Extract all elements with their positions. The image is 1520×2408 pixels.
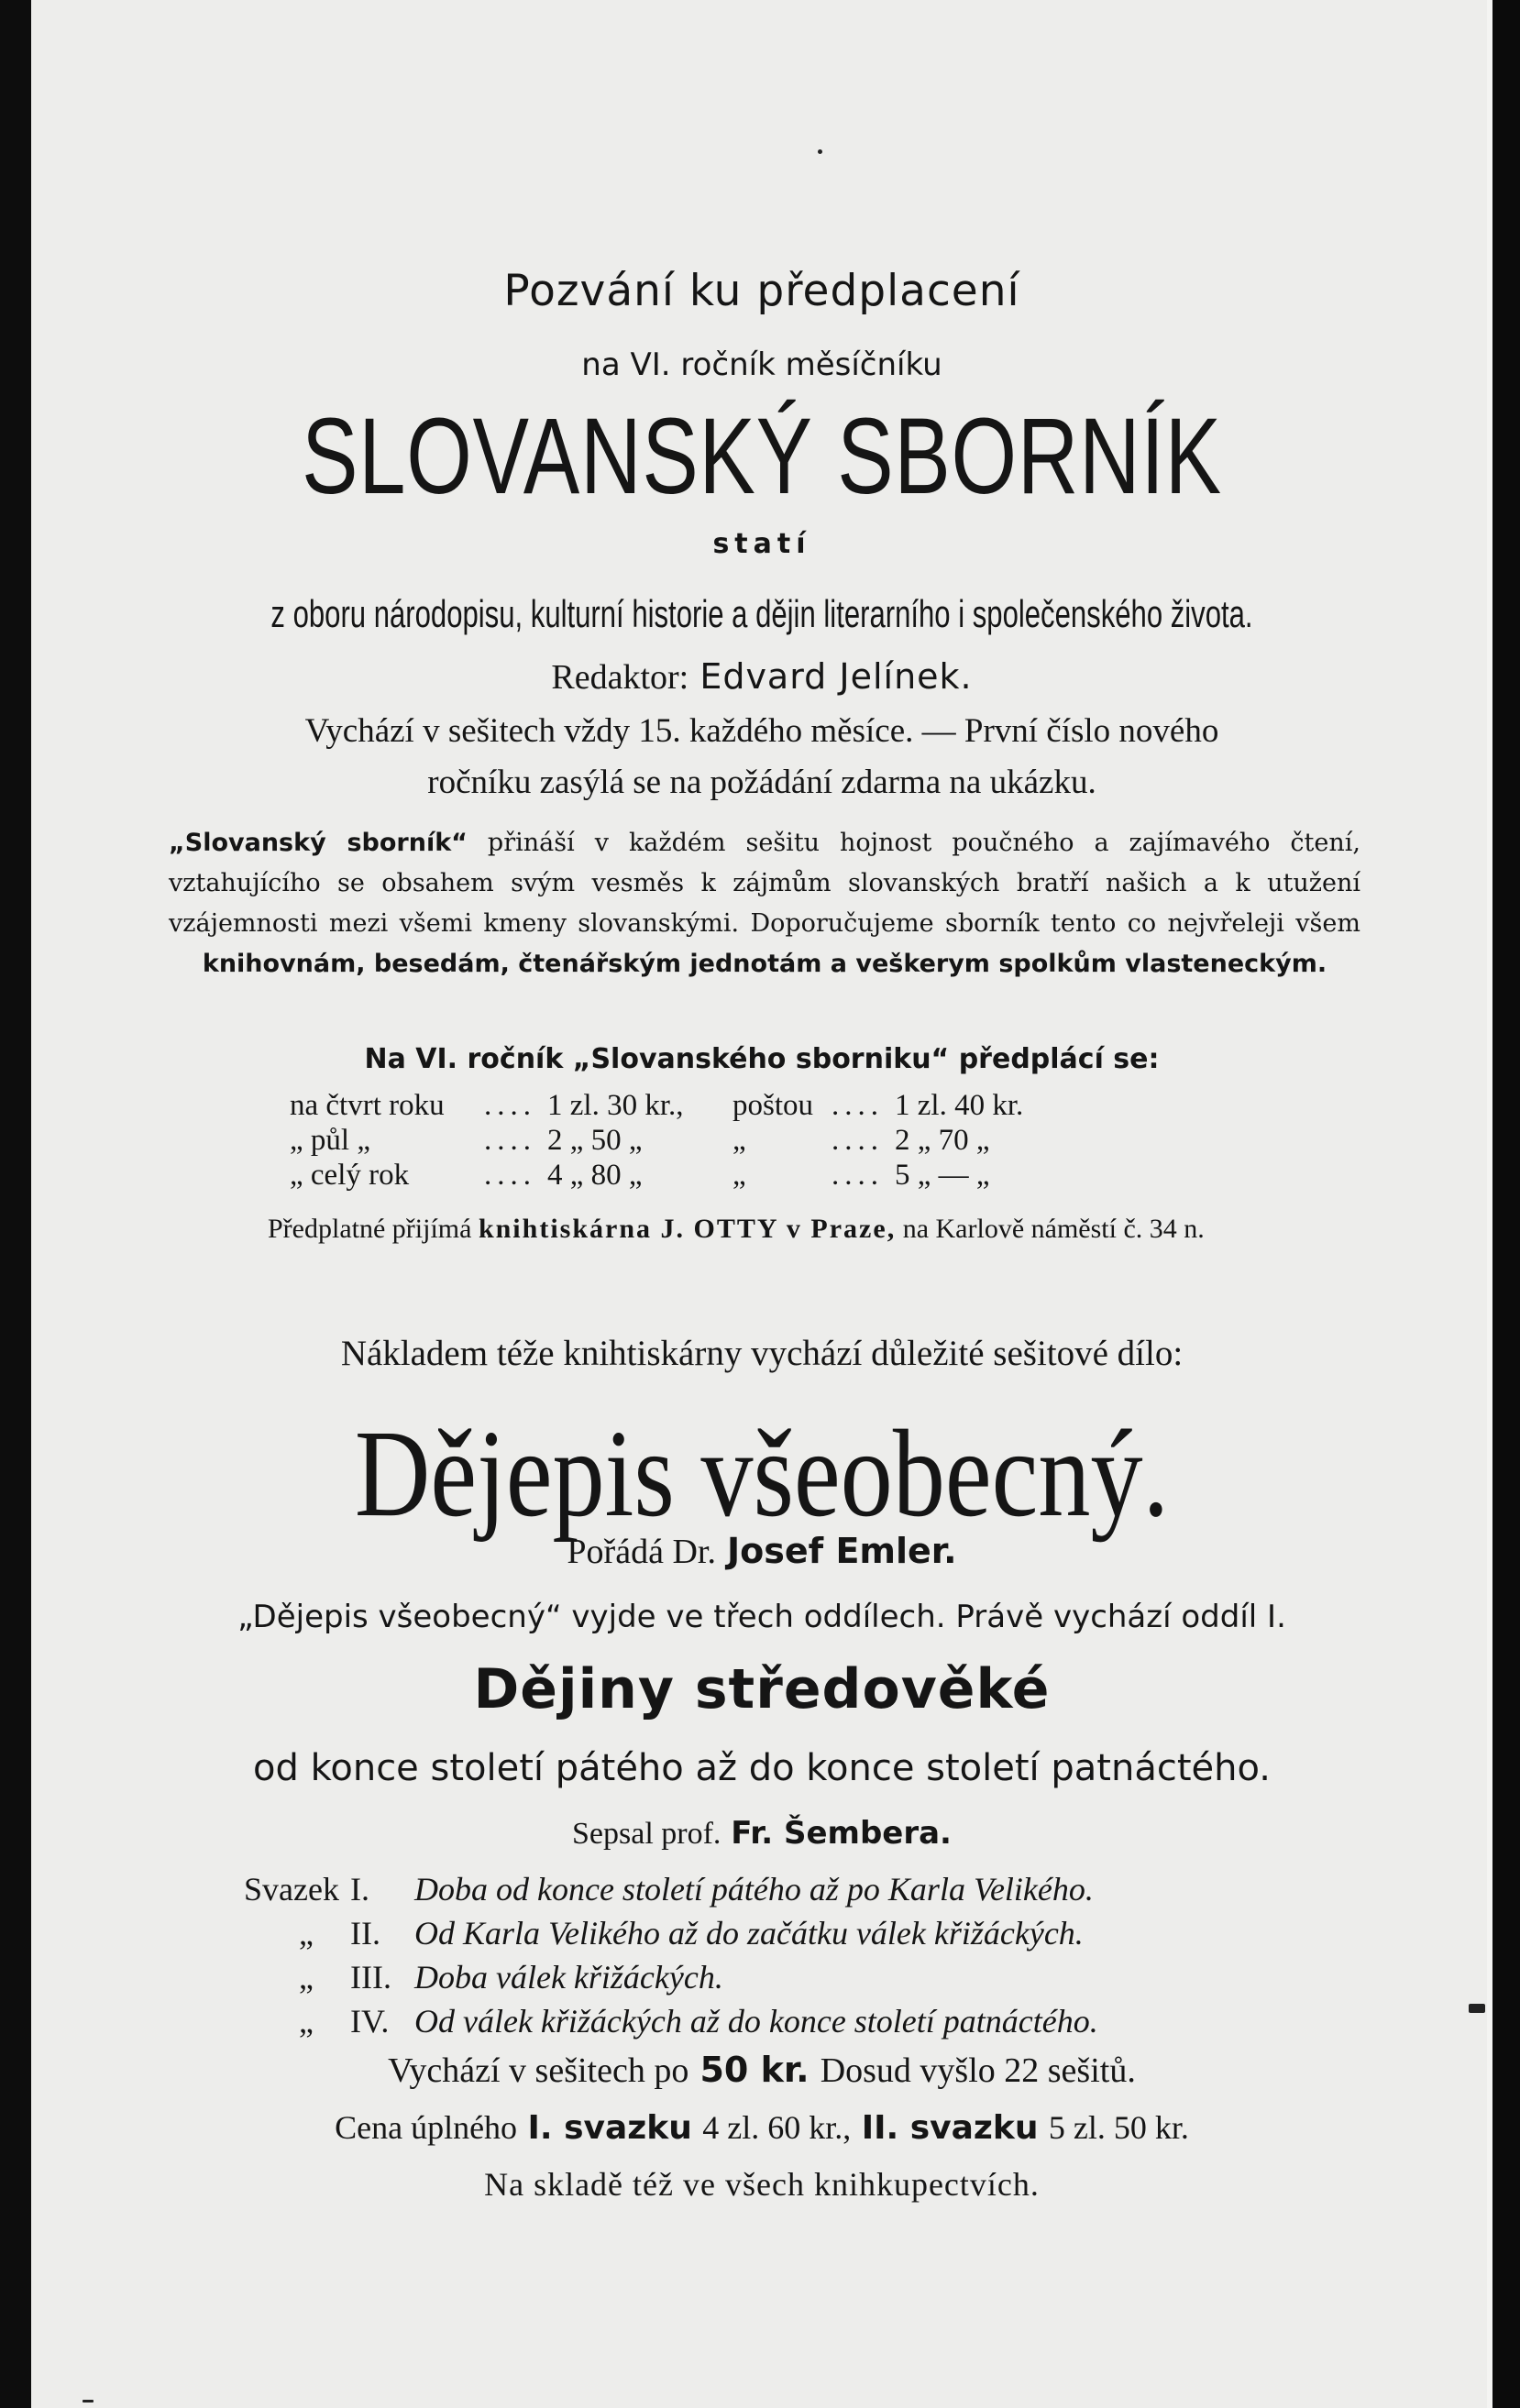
price-row xyxy=(284,1088,1029,1123)
price-post-label: „ xyxy=(732,1159,746,1192)
volume-title: Doba od konce století pátého až po Karla Velikého. xyxy=(414,1871,1094,1908)
price-local: 1 zl. 30 kr., xyxy=(547,1089,684,1122)
stock-line: Na skladě též ve všech knihkupectvích. xyxy=(484,2166,1040,2203)
intro-text: přináší v každém sešitu hojnost poučného a zajímavého čtení, vztahujícího se obsahem svým vesměs k zájmům slovanských bratří našich a k utužení vzájemnosti mezi všemi kmeny slovanskými. Doporučujeme sborník tento co nejvřeleji všem xyxy=(169,829,1360,938)
scan-speck xyxy=(818,149,822,154)
editor-name: Edvard Jelínek. xyxy=(699,656,973,697)
journal-title: SLOVANSKÝ SBORNÍK xyxy=(302,396,1222,517)
publisher-post: na Karlově náměstí č. 34 n. xyxy=(896,1214,1205,1244)
price-dots: .... xyxy=(832,1159,884,1192)
price-post-label: poštou xyxy=(732,1089,814,1122)
price-dots: .... xyxy=(832,1124,884,1157)
price-dots: .... xyxy=(484,1124,536,1157)
price-local: 2 „ 50 „ xyxy=(547,1124,643,1157)
price-period: na čtvrt roku xyxy=(290,1089,445,1122)
volume-number: II. xyxy=(350,1915,380,1952)
volume-item xyxy=(244,2002,1436,2040)
volume-mark: „ xyxy=(299,1959,314,1996)
author-line xyxy=(31,1815,1492,1852)
volume-mark: „ xyxy=(299,2003,314,2040)
author-name: Fr. Šembera. xyxy=(731,1815,952,1852)
price-period: „ půl „ xyxy=(290,1124,370,1157)
price-row xyxy=(284,1123,1029,1158)
price-post: 1 zl. 40 kr. xyxy=(895,1089,1024,1122)
volume-mark: Svazek xyxy=(244,1871,339,1908)
volume-title: Od Karla Velikého až do začátku válek křižáckých. xyxy=(414,1915,1084,1952)
price-v1-label: I. svazku xyxy=(527,2109,692,2147)
volume-number: IV. xyxy=(350,2003,390,2040)
issue-post: Dosud vyšlo 22 sešitů. xyxy=(820,2051,1136,2090)
price-dots: .... xyxy=(484,1159,536,1192)
schedule-line-1: Vychází v sešitech vždy 15. každého měsíce. — První číslo nového xyxy=(304,712,1219,750)
price-post-label: „ xyxy=(732,1124,746,1157)
volume-item xyxy=(244,1958,1436,1996)
journal-scope: z oboru národopisu, kulturní historie a dějin literarního i společenského života. xyxy=(270,592,1253,635)
author-pre: Sepsal prof. xyxy=(572,1817,721,1851)
intro-lead: „Slovanský sborník“ xyxy=(169,829,468,857)
volume-number: III. xyxy=(350,1959,391,1996)
price-row xyxy=(284,1158,1029,1193)
price-v2: 5 zl. 50 kr. xyxy=(1048,2109,1189,2146)
intro-emphasis: knihovnám, besedám, čtenářským jednotám a veškerym spolkům vlasteneckým. xyxy=(202,950,1327,978)
document-content xyxy=(31,0,1492,2408)
volume-title: Od válek křižáckých až do konce století patnáctého. xyxy=(414,2003,1098,2040)
scan-speck xyxy=(1469,2004,1485,2013)
price-local: 4 „ 80 „ xyxy=(547,1159,643,1192)
second-work-editor xyxy=(31,1531,1492,1572)
second-work-intro: Nákladem téže knihtiskárny vychází důležité sešitové dílo: xyxy=(340,1334,1184,1373)
price-post: 2 „ 70 „ xyxy=(895,1124,990,1157)
issue-price: 50 kr. xyxy=(699,2050,810,2090)
price-v2-label: II. svazku xyxy=(861,2109,1039,2147)
editor-label: Redaktor: xyxy=(551,658,689,697)
price-dots: .... xyxy=(484,1089,536,1122)
second-work-editor-pre: Pořádá Dr. xyxy=(567,1533,716,1571)
volume-number: I. xyxy=(350,1871,369,1908)
publisher-name: knihtiskárna J. OTTY v Praze, xyxy=(478,1214,897,1244)
price-table xyxy=(284,1088,1029,1193)
journal-subtitle: statí xyxy=(712,528,811,560)
publisher-pre: Předplatné přijímá xyxy=(268,1214,479,1244)
subscription-heading: Na VI. ročník „Slovanského sborniku“ předplácí se: xyxy=(364,1043,1160,1075)
price-post: 5 „ — „ xyxy=(895,1159,990,1192)
volume-title: Doba válek křižáckých. xyxy=(414,1959,723,1996)
second-work-editor-name: Josef Emler. xyxy=(727,1531,957,1571)
issue-pre: Vychází v sešitech po xyxy=(388,2051,689,2090)
section-subtitle: od konce století pátého až do konce století patnáctého. xyxy=(253,1747,1271,1789)
price-line xyxy=(31,2108,1492,2147)
price-period: „ celý rok xyxy=(290,1159,410,1192)
intro-paragraph xyxy=(169,823,1360,984)
second-work-note: „Dějepis všeobecný“ vyjde ve třech oddílech. Právě vychází oddíl I. xyxy=(237,1599,1286,1635)
price-dots: .... xyxy=(832,1089,884,1122)
volume-line: na VI. ročník měsíčníku xyxy=(581,346,942,383)
second-work-title: Dějepis všeobecný. xyxy=(354,1405,1170,1543)
page-edge-dark xyxy=(1492,0,1520,2408)
volume-item xyxy=(244,1870,1436,1908)
section-title: Dějiny středověké xyxy=(473,1657,1051,1721)
scan-speck xyxy=(83,2400,94,2403)
editor-line xyxy=(31,656,1492,698)
volume-item xyxy=(244,1914,1436,1952)
volume-mark: „ xyxy=(299,1915,314,1952)
schedule-line-2: ročníku zasýlá se na požádání zdarma na ukázku. xyxy=(427,764,1096,801)
invitation-heading: Pozvání ku předplacení xyxy=(503,266,1020,316)
price-v1: 4 zl. 60 kr., xyxy=(702,2109,852,2146)
publisher-line xyxy=(169,1212,1360,1247)
price-pre: Cena úplného xyxy=(335,2109,518,2146)
issue-line xyxy=(31,2050,1492,2091)
